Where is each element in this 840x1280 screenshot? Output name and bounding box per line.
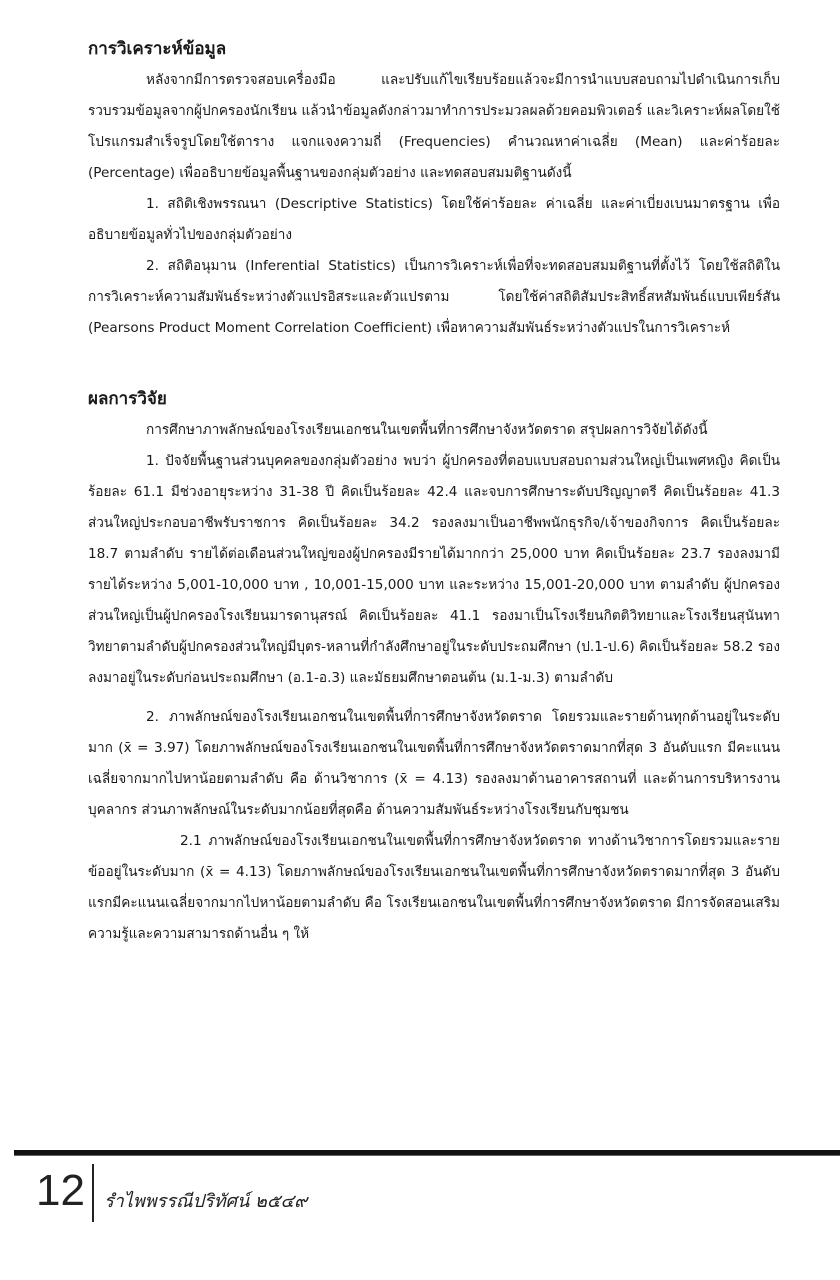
section-gap	[88, 344, 780, 386]
page-number: 12	[36, 1166, 85, 1215]
results-item-1: 1. ปัจจัยพื้นฐานส่วนบุคคลของกลุ่มตัวอย่าง พบว่า ผู้ปกครองที่ตอบแบบสอบถามส่วนใหญ่เป็นเพศหญิง คิดเป็นร้อยละ 61.1 มีช่วงอายุระหว่าง 31-38 ปี คิดเป็นร้อยละ 42.4 และจบการศึกษาระดับปริญญาตรี คิดเป็นร้อยละ 41.3 ส่วนใหญ่ประกอบอาชีพรับราชการ คิดเป็นร้อยละ 34.2 รองลงมาเป็นอาชีพพนักธุรกิจ/เจ้าของกิจการ คิดเป็นร้อยละ 18.7 ตามลำดับ รายได้ต่อเดือนส่วนใหญ่ของผู้ปกครองมีรายได้มากกว่า 25,000 บาท คิดเป็นร้อยละ 23.7 รองลงมามีรายได้ระหว่าง 5,001-10,000 บาท , 10,001-15,000 บาท และระหว่าง 15,001-20,000 บาท ตามลำดับ ผู้ปกครองส่วนใหญ่เป็นผู้ปกครองโรงเรียนมารดานุสรณ์ คิดเป็นร้อยละ 41.1 รองมาเป็นโรงเรียนกิตติวิทยาและโรงเรียนสุนันทาวิทยาตามลำดับผู้ปกครองส่วนใหญ่มีบุตร-หลานที่กำลังศึกษาอยู่ในระดับประถมศึกษา (ป.1-ป.6) คิดเป็นร้อยละ 58.2 รองลงมาอยู่ในระดับก่อนประถมศึกษา (อ.1-อ.3) และมัธยมศึกษาตอนต้น (ม.1-ม.3) ตามลำดับ	[88, 453, 780, 686]
journal-title: รำไพพรรณีปริทัศน์ ๒๕๔๙	[104, 1191, 308, 1212]
paragraph-gap	[88, 694, 780, 702]
analysis-item-1: 1. สถิติเชิงพรรณนา (Descriptive Statistics) โดยใช้ค่าร้อยละ ค่าเฉลี่ย และค่าเบี่ยงเบนมาตรฐาน เพื่ออธิบายข้อมูลทั่วไปของกลุ่มตัวอย่าง	[88, 196, 780, 243]
results-item-2-1: 2.1 ภาพลักษณ์ของโรงเรียนเอกชนในเขตพื้นที่การศึกษาจังหวัดตราด ทางด้านวิชาการโดยรวมและรายข้ออยู่ในระดับมาก (x̄ = 4.13) โดยภาพลักษณ์ของโรงเรียนเอกชนในเขตพื้นที่การศึกษาจังหวัดตราดมากที่สุด 3 อันดับแรกมีคะแนนเฉลี่ยจากมากไปหาน้อยตามลำดับ คือ โรงเรียนเอกชนในเขตพื้นที่การศึกษาจังหวัดตราด มีการจัดสอนเสริมความรู้และความสามารถด้านอื่น ๆ ให้	[88, 833, 780, 942]
results-item-2: 2. ภาพลักษณ์ของโรงเรียนเอกชนในเขตพื้นที่การศึกษาจังหวัดตราด โดยรวมและรายด้านทุกด้านอยู่ในระดับมาก (x̄ = 3.97) โดยภาพลักษณ์ของโรงเรียนเอกชนในเขตพื้นที่การศึกษาจังหวัดตราดมากที่สุด 3 อันดับแรก มีคะแนนเฉลี่ยจากมากไปหาน้อยตามลำดับ คือ ด้านวิชาการ (x̄ = 4.13) รองลงมาด้านอาคารสถานที่ และด้านการบริหารงานบุคลากร ส่วนภาพลักษณ์ในระดับมากน้อยที่สุดคือ ด้านความสัมพันธ์ระหว่างโรงเรียนกับชุมชน	[88, 709, 780, 818]
analysis-intro-paragraph: หลังจากมีการตรวจสอบเครื่องมือ และปรับแก้ไขเรียบร้อยแล้วจะมีการนำแบบสอบถามไปดำเนินการเก็บรวบรวมข้อมูลจากผู้ปกครองนักเรียน แล้วนำข้อมูลดังกล่าวมาทำการประมวลผลด้วยคอมพิวเตอร์ และวิเคราะห์ผลโดยใช้โปรแกรมสำเร็จรูปโดยใช้ตาราง แจกแจงความถี่ (Frequencies) คำนวณหาค่าเฉลี่ย (Mean) และค่าร้อยละ (Percentage) เพื่ออธิบายข้อมูลพื้นฐานของกลุ่มตัวอย่าง และทดสอบสมมติฐานดังนี้	[88, 72, 780, 181]
body-text	[88, 36, 780, 950]
footer-rule	[14, 1150, 840, 1156]
page-footer	[0, 1160, 840, 1240]
section-heading-analysis: การวิเคราะห์ข้อมูล	[88, 39, 227, 59]
analysis-item-2: 2. สถิติอนุมาน (Inferential Statistics) เป็นการวิเคราะห์เพื่อที่จะทดสอบสมมติฐานที่ตั้งไว้ โดยใช้สถิติในการวิเคราะห์ความสัมพันธ์ระหว่างตัวแปรอิสระและตัวแปรตาม โดยใช้ค่าสถิติสัมประสิทธิ์สหสัมพันธ์แบบเพียร์สัน (Pearsons Product Moment Correlation Coefficient) เพื่อหาความสัมพันธ์ระหว่างตัวแปรในการวิเคราะห์	[88, 258, 780, 336]
footer-divider	[92, 1164, 94, 1222]
section-heading-results: ผลการวิจัย	[88, 389, 167, 409]
results-intro-paragraph: การศึกษาภาพลักษณ์ของโรงเรียนเอกชนในเขตพื้นที่การศึกษาจังหวัดตราด สรุปผลการวิจัยได้ดังนี้	[146, 422, 708, 438]
